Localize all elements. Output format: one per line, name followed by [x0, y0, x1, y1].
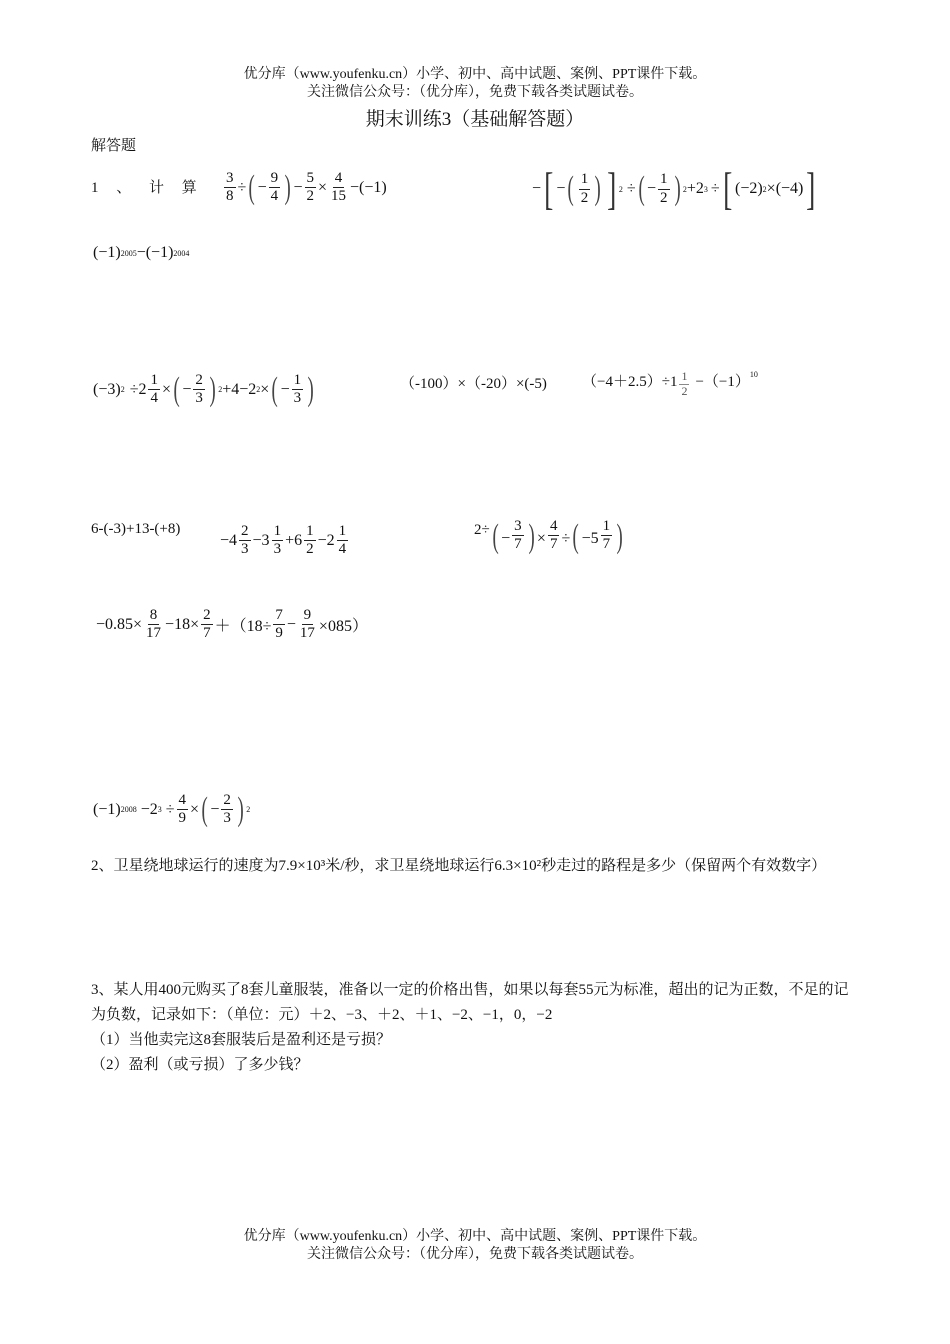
- header-line-1: 优分库（www.youfenku.cn）小学、初中、高中试题、案例、PPT课件下载。: [243, 67, 707, 82]
- fraction: $\frac{2}{7}$: [203, 607, 211, 642]
- fraction: $\frac{1}{3}$: [293, 372, 302, 407]
- fraction: $\frac{3}{7}$: [514, 518, 522, 553]
- fraction: $\frac{2}{3}$: [223, 792, 231, 827]
- q1-expression-2: − [ − ( $\frac{1}{2}$ ) ] 2 ÷ ( − $\frac{1}{2}$ ) 2 +2 3 ÷ [ (−2) 2 × (−4) ]: [532, 163, 816, 214]
- q1-label: 1 、 计 算: [91, 180, 197, 196]
- section-label: 解答题: [91, 138, 137, 154]
- question-3-sub-1: （1）当他卖完这8套服装后是盈利还是亏损？: [91, 1032, 392, 1048]
- question-3: 3、某人用400元购买了8套儿童服装，准备以一定的价格出售，如果以每套55元为标准，超出的记为正数，不足的记为负数，记录如下：（单位：元）＋2、−3、＋2、＋1、−2、−1，0，−2: [91, 982, 849, 1023]
- fraction: $\frac{7}{9}$: [275, 607, 283, 642]
- fraction: $\frac{2}{3}$: [241, 523, 249, 558]
- q1-expression-5: （-100）×（-20）×(-5): [400, 376, 547, 392]
- fraction: $\frac{2}{3}$: [195, 372, 203, 407]
- fraction: $\frac{1}{7}$: [602, 518, 611, 553]
- fraction: $\frac{8}{17}$: [146, 607, 162, 642]
- q1-expression-11: (−1) 2008 −2 3 ÷ $\frac{4}{9}$ × ( − $\frac{2}{3}$ ) 2: [93, 790, 251, 828]
- q1-expression-7: 6-(-3)+13-(+8): [91, 521, 181, 537]
- fraction: $\frac{1}{2}$: [681, 369, 688, 398]
- q1-expression-6: （−4＋2.5）÷1 $\frac{1}{2}$ −（−1） $^{10}$: [582, 369, 758, 398]
- fraction: $\frac{1}{2}$: [660, 171, 668, 206]
- q1-expression-1: $\frac{3}{8}$ ÷ ( − $\frac{9}{4}$ ) − $\frac{5}{2}$ × $\frac{4}{15}$ −(−1): [226, 168, 387, 206]
- fraction: $\frac{5}{2}$: [306, 170, 314, 205]
- header-line-2: 关注微信公众号：（优分库），免费下载各类试题试卷。: [307, 85, 643, 100]
- fraction: $\frac{9}{4}$: [270, 170, 279, 205]
- footer-line-1: 优分库（www.youfenku.cn）小学、初中、高中试题、案例、PPT课件下载。: [243, 1229, 707, 1244]
- fraction: $\frac{1}{2}$: [306, 523, 314, 558]
- q1-expression-10: −0.85× $\frac{8}{17}$ −18× $\frac{2}{7}$ ＋（18÷ $\frac{7}{9}$ − $\frac{9}{17}$ ×085）: [96, 607, 368, 642]
- q1-expression-3: (−1) 2005 −(−1) 2004: [93, 244, 190, 261]
- fraction: $\frac{1}{3}$: [273, 523, 282, 558]
- fraction: $\frac{4}{9}$: [178, 792, 186, 827]
- fraction: $\frac{1}{2}$: [580, 171, 589, 206]
- q1-expression-8: −4 $\frac{2}{3}$ −3 $\frac{1}{3}$ +6 $\frac{1}{2}$ −2 $\frac{1}{4}$: [220, 523, 347, 558]
- fraction: $\frac{4}{15}$: [331, 170, 347, 205]
- fraction: $\frac{1}{4}$: [338, 523, 347, 558]
- fraction: $\frac{1}{4}$: [150, 372, 158, 407]
- question-3-sub-2: （2）盈利（或亏损）了多少钱？: [91, 1057, 309, 1073]
- question-2: 2、卫星绕地球运行的速度为7.9×10³米/秒，求卫星绕地球运行6.3×10²秒走过的路程是多少（保留两个有效数字）: [91, 858, 827, 874]
- fraction: $\frac{3}{8}$: [226, 170, 234, 205]
- fraction: $\frac{4}{7}$: [549, 518, 558, 553]
- q1-expression-9: 2÷ ( − $\frac{3}{7}$ ) × $\frac{4}{7}$ ÷ ( −5 $\frac{1}{7}$ ): [474, 518, 623, 555]
- footer-line-2: 关注微信公众号：（优分库），免费下载各类试题试卷。: [307, 1247, 643, 1262]
- page-title: 期末训练3（基础解答题）: [365, 109, 585, 130]
- q1-expression-4: (−3) 2 ÷2 $\frac{1}{4}$ × ( − $\frac{2}{3}$ ) 2 +4−2 2 × ( − $\frac{1}{3}$ ): [93, 370, 314, 408]
- fraction: $\frac{9}{17}$: [299, 607, 315, 642]
